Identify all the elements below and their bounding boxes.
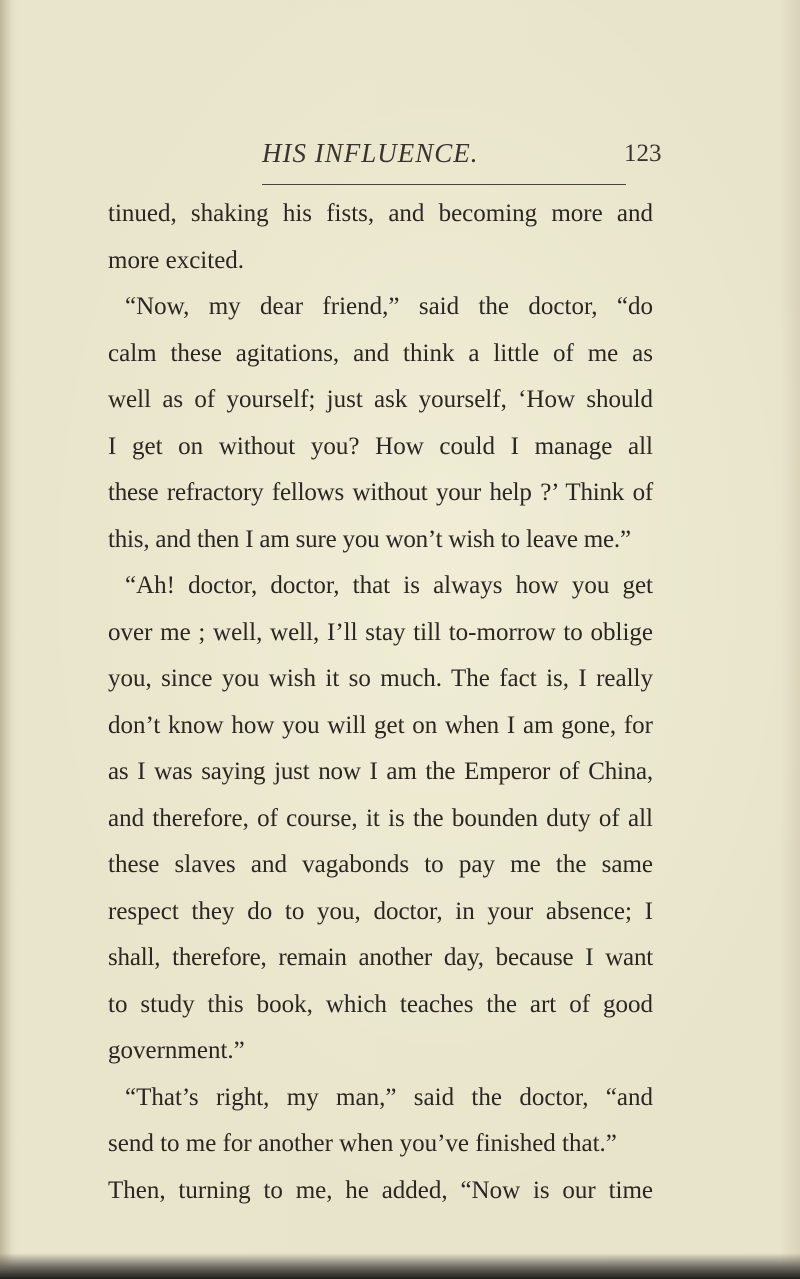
text-line: government.” [108,1037,245,1064]
text-line: and therefore, of course, it is the bounden duty of all [108,804,653,832]
page-bottom-edge [0,1253,800,1279]
text-line: these slaves and vagabonds to pay me the same [108,851,653,878]
running-head-title: HIS INFLUENCE. [262,138,479,168]
page-number: 123 [624,140,662,167]
text-line: as I was saying just now I am the Emperor of China, [108,758,653,785]
text-line: this, and then I am sure you won’t wish to leave me.” [108,525,631,553]
body-text [108,191,653,1214]
text-line: “That’s right, my man,” said the doctor, “and [125,1083,653,1111]
text-line: don’t know how you will get on when I am gone, for [108,711,653,739]
text-line: Then, turning to me, he added, “Now is our time [108,1176,653,1204]
text-line: “Now, my dear friend,” said the doctor, “do [125,293,653,320]
text-line: respect they do to you, doctor, in your absence; I [108,897,653,925]
text-line: send to me for another when you’ve finished that.” [108,1130,617,1157]
text-line: more excited. [108,246,245,274]
header-rule [262,184,626,185]
running-head [0,138,800,174]
text-line: shall, therefore, remain another day, because I want [108,944,653,971]
text-line: I get on without you? How could I manage all [108,432,653,460]
text-line: well as of yourself; just ask yourself, ‘How should [108,386,653,413]
text-line: “Ah! doctor, doctor, that is always how you get [125,572,653,599]
page-binding-edge [0,0,12,1279]
text-line: these refractory fellows without your help ?’ Think of [108,479,653,506]
text-line: tinued, shaking his fists, and becoming more and [108,200,653,227]
text-line: calm these agitations, and think a little of me as [108,339,653,367]
text-line: over me ; well, well, I’ll stay till to-morrow to oblige [108,618,653,646]
text-line: you, since you wish it so much. The fact is, I really [108,665,653,692]
text-line: to study this book, which teaches the art of good [108,990,653,1018]
